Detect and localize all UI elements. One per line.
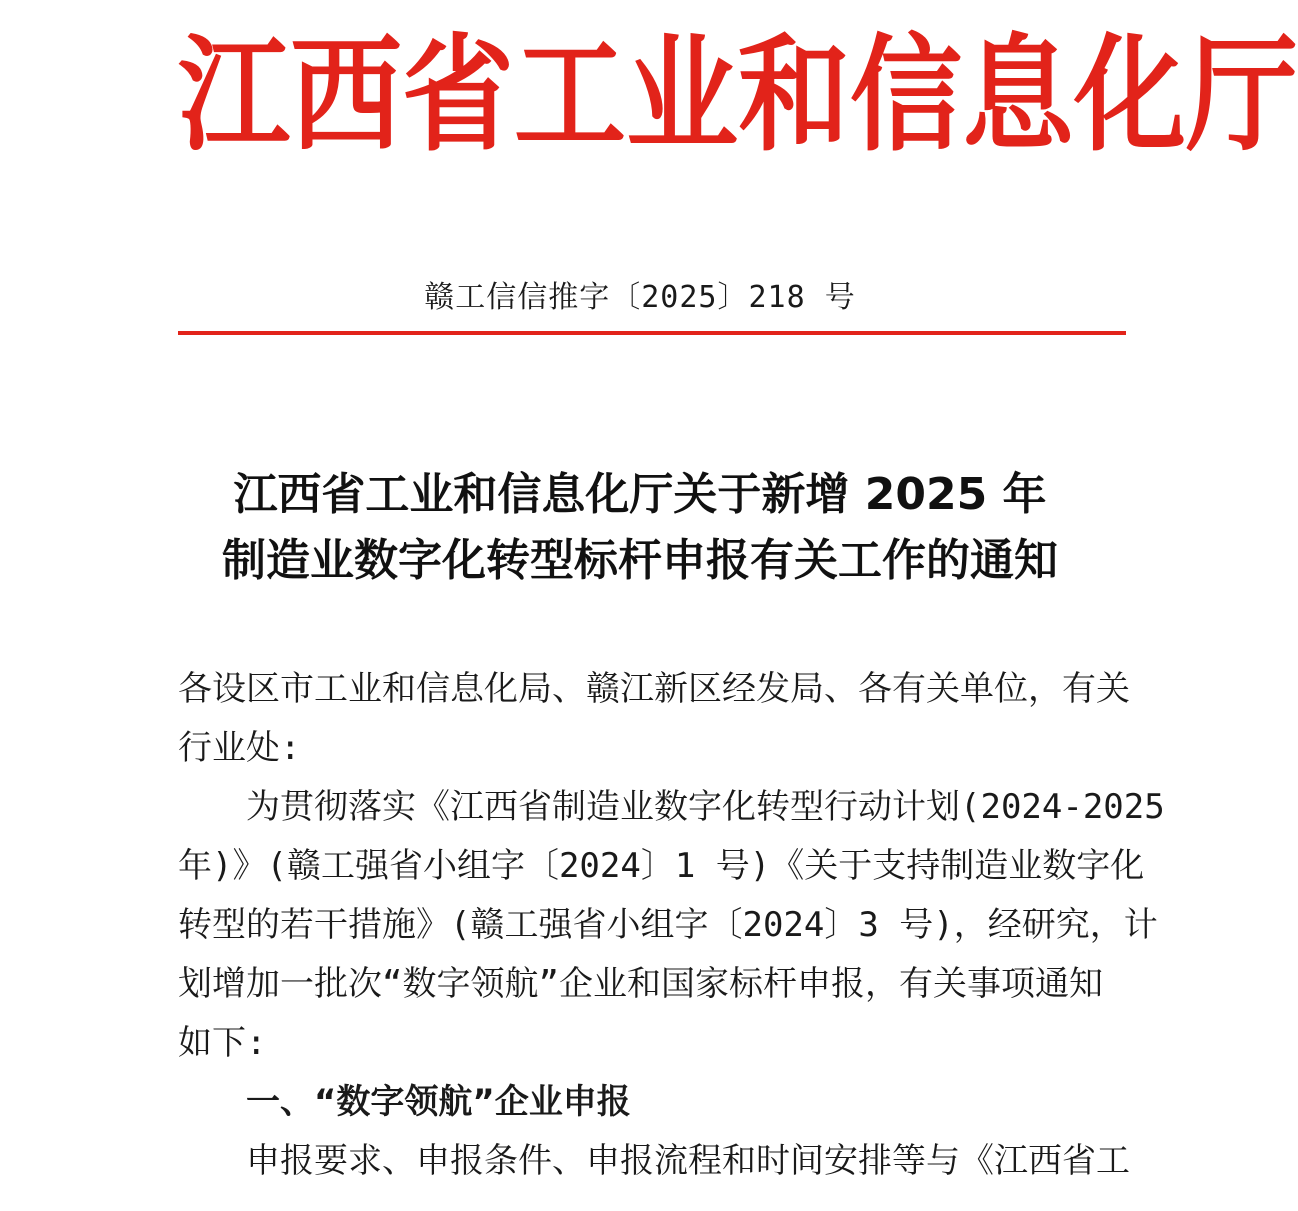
masthead-char: 息: [962, 22, 1074, 169]
masthead-char: 业: [626, 22, 738, 169]
title-line: 江西省工业和信息化厅关于新增 2025 年: [233, 469, 1047, 520]
document-title: [0, 462, 1280, 594]
masthead-char: 信: [850, 22, 962, 169]
paragraph-line: 年)》(赣工强省小组字〔2024〕1 号)《关于支持制造业数字化: [178, 846, 1145, 886]
red-divider: [178, 331, 1126, 335]
addressee-line: 各设区市工业和信息化局、赣江新区经发局、各有关单位，有关: [178, 669, 1130, 709]
masthead-char: 和: [738, 22, 850, 169]
masthead-char: 西: [290, 22, 402, 169]
section-heading: 一、“数字领航”企业申报: [246, 1082, 631, 1122]
paragraph-line: 申报要求、申报条件、申报流程和时间安排等与《江西省工: [246, 1141, 1130, 1181]
paragraph-line: 为贯彻落实《江西省制造业数字化转型行动计划(2024-2025: [246, 787, 1165, 827]
masthead-char: 工: [514, 22, 626, 169]
paragraph-line: 转型的若干措施》(赣工强省小组字〔2024〕3 号)，经研究，计: [178, 905, 1158, 945]
paragraph-line: 划增加一批次“数字领航”企业和国家标杆申报，有关事项通知: [178, 964, 1103, 1004]
document-number: 赣工信信推字〔2025〕218 号: [424, 280, 856, 315]
masthead-char: 化: [1074, 22, 1186, 169]
masthead-char: 厅: [1186, 22, 1298, 169]
masthead-char: 江: [178, 22, 290, 169]
document-body: [178, 660, 1165, 1191]
masthead-char: 省: [402, 22, 514, 169]
masthead: [178, 12, 1298, 180]
addressee-line: 行业处:: [178, 728, 301, 768]
paragraph-line: 如下:: [178, 1023, 267, 1063]
title-line: 制造业数字化转型标杆申报有关工作的通知: [222, 535, 1058, 586]
